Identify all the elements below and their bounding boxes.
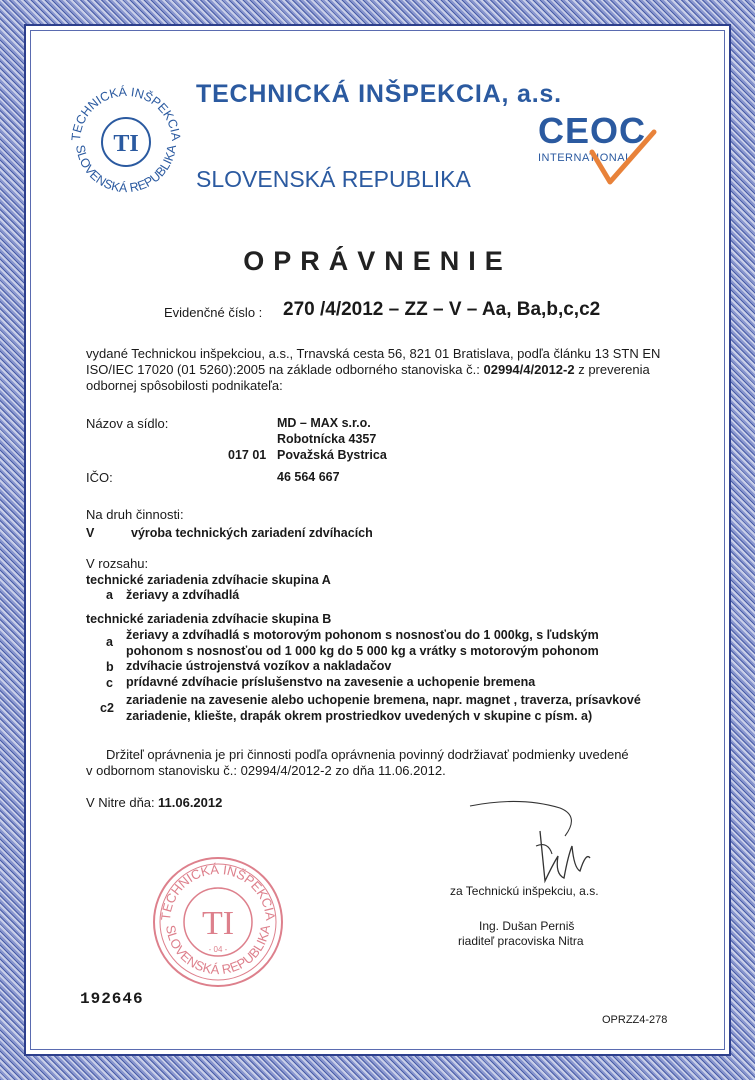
registration-number: 270 /4/2012 – ZZ – V – Aa, Ba,b,c,c2 <box>283 299 601 320</box>
activity-label: Na druh činnosti: <box>86 507 184 522</box>
signature-for-org: za Technickú inšpekciu, a.s. <box>450 884 599 898</box>
seal-center-text: TI <box>113 131 139 157</box>
check-icon <box>588 128 658 188</box>
group-a-item-letter: a <box>106 588 113 602</box>
group-b-item-line1: prídavné zdvíhacie príslušenstvo na zavesenie a uchopenie bremena <box>126 675 536 689</box>
ti-seal-logo <box>62 78 190 211</box>
opinion-number: 02994/4/2012-2 <box>483 362 575 377</box>
company-postcode: 017 01 <box>228 448 267 462</box>
stamp-center-text: TI <box>201 905 235 942</box>
stamp-ring-text: TECHNICKÁ INŠPEKCIA <box>157 861 279 922</box>
signatory-name: Ing. Dušan Perniš <box>479 919 575 933</box>
intro-paragraph <box>86 346 678 394</box>
intro-text: vydané Technickou inšpekciou, a.s., Trnavská cesta 56, 821 01 Bratislava, podľa článku 13 STN EN ISO/IEC 17020 (01 5260):2005 na základe odborného stanoviska č.: <box>86 346 661 377</box>
ico-label: IČO: <box>86 470 113 485</box>
date-value: 11.06.2012 <box>158 795 223 810</box>
stamp-ring-text-bottom: SLOVENSKÁ REPUBLIKA <box>162 923 274 978</box>
company-street: Robotnícka 4357 <box>277 432 377 446</box>
group-a-title: technické zariadenia zdvíhacie skupina A <box>86 573 331 587</box>
seal-ring-text: TECHNICKÁ INŠPEKCIA <box>68 84 184 142</box>
obligation-line1: Držiteľ oprávnenia je pri činnosti podľa oprávnenia povinný dodržiavať podmienky uvedené <box>106 747 629 762</box>
ceoc-logo-text: CEOC <box>538 110 647 151</box>
form-code: OPRZZ4-278 <box>602 1014 668 1026</box>
group-b-item-line1: zdvíhacie ústrojenstvá vozíkov a nakladačov <box>126 659 392 673</box>
group-a-item-text: žeriavy a zdvíhadlá <box>126 588 240 602</box>
org-name: TECHNICKÁ INŠPEKCIA, a.s. <box>196 80 562 108</box>
stamp-number: - 04 - <box>208 945 228 954</box>
seal-ring-text-bottom: SLOVENSKÁ REPUBLIKA <box>72 143 180 196</box>
group-b-item-letter: c2 <box>100 701 114 715</box>
ceoc-logo-subtext: INTERNATIONAL <box>538 152 632 164</box>
activity-text: výroba technických zariadení zdvíhacích <box>131 526 373 540</box>
group-b-item-line1: žeriavy a zdvíhadlá s motorovým pohonom s nosnosťou do 1 000kg, s ľudským <box>126 628 599 642</box>
scope-label: V rozsahu: <box>86 556 149 571</box>
group-b-item-letter: b <box>106 660 114 674</box>
activity-code: V <box>86 526 95 540</box>
group-b-item-letter: a <box>106 635 113 649</box>
country-name: SLOVENSKÁ REPUBLIKA <box>196 166 471 192</box>
ceoc-logo <box>538 110 646 164</box>
company-name-label: Názov a sídlo: <box>86 416 169 431</box>
official-stamp <box>148 852 288 997</box>
ico-value: 46 564 667 <box>277 470 340 484</box>
company-city: Považská Bystrica <box>277 448 387 462</box>
company-name: MD – MAX s.r.o. <box>277 416 371 430</box>
group-b-item-line2: pohonom s nosnosťou od 1 000 kg do 5 000 kg a vrátky s motorovým pohonom <box>126 644 599 658</box>
group-b-item-letter: c <box>106 676 113 690</box>
obligation-line2: v odbornom stanovisku č.: 02994/4/2012-2 zo dňa 11.06.2012. <box>86 763 446 778</box>
intro-text-end: z preverenia odbornej spôsobilosti podnikateľa: <box>86 362 650 393</box>
document-title: OPRÁVNENIE <box>243 246 512 276</box>
serial-number: 192646 <box>80 990 144 1008</box>
group-b-item-line2: zariadenie, kliešte, drapák okrem prostriedkov uvedených v skupine c písm. a) <box>126 709 593 723</box>
date-label: V Nitre dňa: <box>86 795 155 810</box>
registration-label: Evidenčné číslo : <box>164 305 263 320</box>
group-b-item-line1: zariadenie na zavesenie alebo uchopenie bremena, napr. magnet , traverza, prísavkové <box>126 693 641 707</box>
group-b-title: technické zariadenia zdvíhacie skupina B <box>86 612 332 626</box>
signatory-role: riaditeľ pracoviska Nitra <box>458 934 584 948</box>
